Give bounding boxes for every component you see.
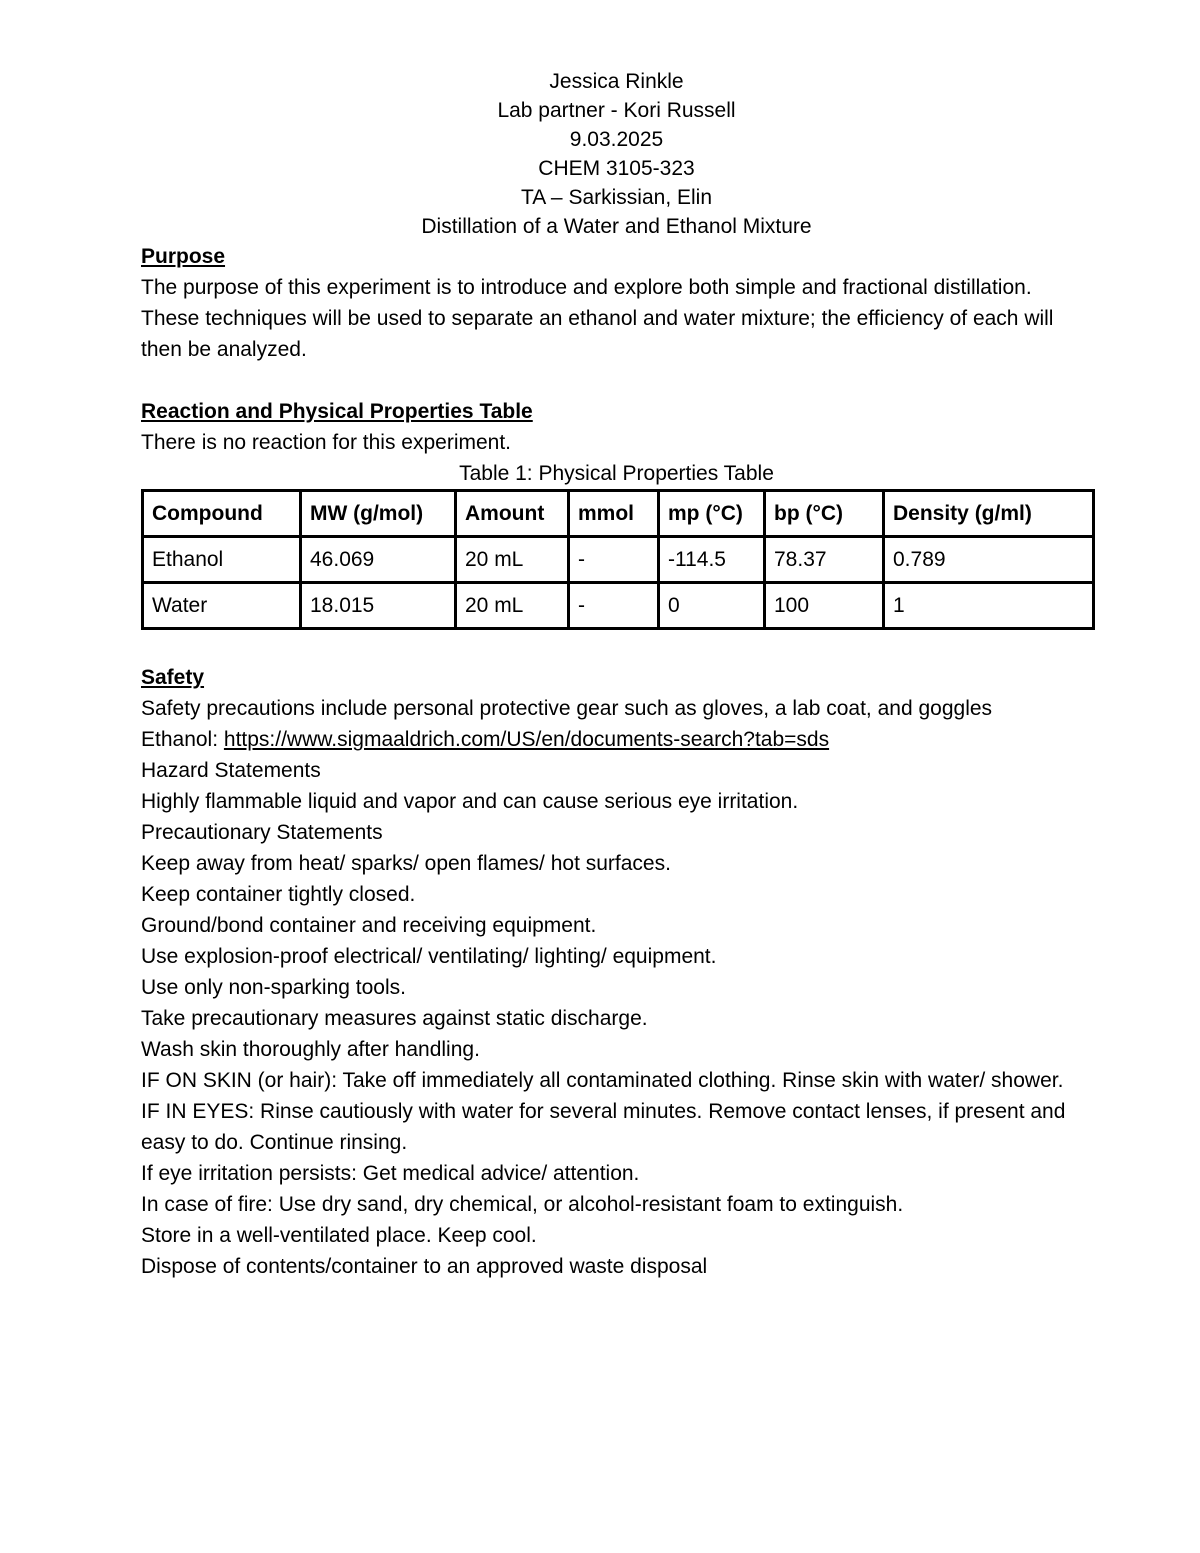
lab-partner: Lab partner - Kori Russell [497,99,736,122]
spacer [141,365,1092,396]
column-header: Density (g/ml) [884,491,1094,537]
table-header-row [143,491,1094,537]
column-header: bp (°C) [765,491,884,537]
column-header: mmol [569,491,659,537]
precaution-statement: Store in a well-ventilated place. Keep cool. [141,1224,537,1247]
hazard-heading: Hazard Statements [141,759,321,782]
table-cell: Water [143,583,301,629]
precaution-statement: Keep container tightly closed. [141,883,416,906]
document-date: 9.03.2025 [569,128,664,151]
table-cell: -114.5 [659,537,765,583]
column-header: MW (g/mol) [301,491,456,537]
table-cell: - [569,537,659,583]
teaching-assistant: TA – Sarkissian, Elin [520,186,713,209]
precaution-statement: Use only non-sparking tools. [141,976,406,999]
hazard-text: Highly flammable liquid and vapor and can cause serious eye irritation. [141,790,799,813]
document-header [141,67,1092,241]
table-row [143,583,1094,629]
ethanol-sds-link[interactable]: https://www.sigmaaldrich.com/US/en/documents-search?tab=sds [223,728,830,751]
spacer [141,630,1092,662]
precaution-statement: Take precautionary measures against static discharge. [141,1007,648,1030]
column-header: Compound [143,491,301,537]
ethanol-sds-line [141,724,1092,755]
table-row [143,537,1094,583]
column-header: mp (°C) [659,491,765,537]
course-code: CHEM 3105-323 [538,157,695,180]
table-cell: 0 [659,583,765,629]
precaution-statement: Dispose of contents/container to an approved waste disposal [141,1255,708,1278]
safety-heading: Safety [141,666,205,689]
precaution-statement: Ground/bond container and receiving equipment. [141,914,597,937]
precaution-statement: IF ON SKIN (or hair): Take off immediately all contaminated clothing. Rinse skin with water/ shower. [141,1069,1064,1092]
table-cell: 78.37 [765,537,884,583]
precaution-statement: Use explosion-proof electrical/ ventilating/ lighting/ equipment. [141,945,717,968]
table-cell: 0.789 [884,537,1094,583]
precaution-statement: If eye irritation persists: Get medical advice/ attention. [141,1162,640,1185]
table-cell: 20 mL [456,537,569,583]
safety-intro: Safety precautions include personal protective gear such as gloves, a lab coat, and goggles [141,697,993,720]
column-header: Amount [456,491,569,537]
physical-properties-table [141,489,1095,630]
document-page [141,67,1092,1282]
table-cell: 20 mL [456,583,569,629]
table-cell: - [569,583,659,629]
precaution-statement: Keep away from heat/ sparks/ open flames/ hot surfaces. [141,852,671,875]
ethanol-label: Ethanol: [141,728,224,751]
reaction-heading: Reaction and Physical Properties Table [141,400,533,423]
table-cell: 46.069 [301,537,456,583]
table-cell: 100 [765,583,884,629]
table-cell: 18.015 [301,583,456,629]
author-name: Jessica Rinkle [549,70,684,93]
table-cell: 1 [884,583,1094,629]
precaution-heading: Precautionary Statements [141,821,383,844]
precaution-statement: Wash skin thoroughly after handling. [141,1038,480,1061]
precaution-statement: IF IN EYES: Rinse cautiously with water for several minutes. Remove contact lenses, if present and easy to do. Continue rinsing. [141,1100,1066,1154]
reaction-text: There is no reaction for this experiment. [141,431,512,454]
document-title: Distillation of a Water and Ethanol Mixture [421,215,812,238]
precaution-statement: In case of fire: Use dry sand, dry chemical, or alcohol-resistant foam to extinguish. [141,1193,904,1216]
purpose-text: The purpose of this experiment is to introduce and explore both simple and fractional distillation. These techniques will be used to separate an ethanol and water mixture; the efficiency of each will then be analyzed. [141,276,1054,361]
purpose-heading: Purpose [141,245,226,268]
table-cell: Ethanol [143,537,301,583]
table-caption: Table 1: Physical Properties Table [459,462,774,485]
